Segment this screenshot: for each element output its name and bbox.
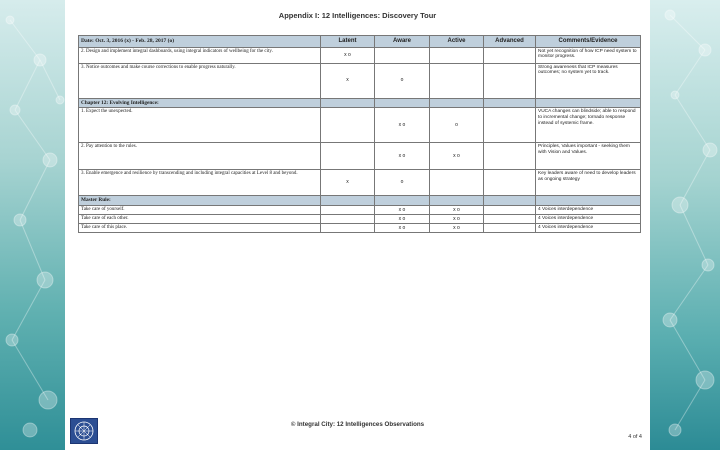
row-item: 1. Expect the unexpected. — [79, 108, 321, 143]
table-row — [79, 47, 641, 63]
section-row — [79, 98, 641, 108]
row-active: x o — [430, 224, 484, 233]
row-active: x o — [430, 205, 484, 214]
page-number: 4 of 4 — [628, 434, 642, 440]
row-item: Take care of each other. — [79, 214, 321, 223]
table-row — [79, 108, 641, 143]
row-latent — [321, 224, 375, 233]
footer-text: © Integral City: 12 Intelligences Observations — [290, 421, 425, 428]
row-comment: 4 Voices interdependence — [536, 205, 641, 214]
section-title: Chapter 12: Evolving Intelligence: — [79, 98, 321, 108]
row-latent — [321, 214, 375, 223]
row-aware: o — [375, 170, 430, 196]
row-latent — [321, 108, 375, 143]
row-comment: Not yet recognition of how ICP need system to monitor progress. — [536, 47, 641, 63]
row-active: x o — [430, 214, 484, 223]
row-advanced — [484, 170, 536, 196]
row-advanced — [484, 214, 536, 223]
table-row — [79, 63, 641, 98]
row-latent — [321, 205, 375, 214]
row-item: 3. Notice outcomes and make course corrections to enable progress naturally. — [79, 63, 321, 98]
table-row — [79, 224, 641, 233]
table-row — [79, 170, 641, 196]
row-active: x o — [430, 143, 484, 170]
row-item: Take care of yourself. — [79, 205, 321, 214]
header-advanced: Advanced — [484, 36, 536, 48]
header-active: Active — [430, 36, 484, 48]
row-item: 2. Design and implement integral dashboards, using integral indicators of wellbeing for the city. — [79, 47, 321, 63]
row-advanced — [484, 205, 536, 214]
row-aware: x o — [375, 224, 430, 233]
row-item: 3. Enable emergence and resilience by transcending and including integral capacities at Level 8 and beyond. — [79, 170, 321, 196]
row-comment: Key leaders aware of need to develop leaders as ongoing strategy — [536, 170, 641, 196]
row-advanced — [484, 143, 536, 170]
table-row — [79, 143, 641, 170]
row-comment: Strong awareness that ICP measures outcomes; no system yet to track. — [536, 63, 641, 98]
left-decorative-panel — [0, 0, 65, 450]
row-active — [430, 47, 484, 63]
row-aware: x o — [375, 108, 430, 143]
row-aware: x o — [375, 214, 430, 223]
row-advanced — [484, 224, 536, 233]
row-advanced — [484, 63, 536, 98]
row-comment: Principles, Values important - seeking them with Vision and Values. — [536, 143, 641, 170]
row-comment: 4 Voices interdependence — [536, 224, 641, 233]
table-row — [79, 205, 641, 214]
header-comments: Comments/Evidence — [536, 36, 641, 48]
row-advanced — [484, 108, 536, 143]
table-row — [79, 214, 641, 223]
page-title: Appendix I: 12 Intelligences: Discovery Tour — [278, 11, 437, 20]
header-aware: Aware — [375, 36, 430, 48]
row-item: Take care of this place. — [79, 224, 321, 233]
header-date: Date: Oct. 3, 2016 (x) - Feb. 28, 2017 (o) — [79, 36, 321, 48]
row-aware: x o — [375, 143, 430, 170]
right-decorative-panel — [650, 0, 720, 450]
row-latent: x — [321, 63, 375, 98]
row-active — [430, 170, 484, 196]
row-advanced — [484, 47, 536, 63]
section-title: Master Rule: — [79, 196, 321, 206]
row-latent: x o — [321, 47, 375, 63]
network-pattern-right — [650, 0, 720, 450]
row-aware: x o — [375, 205, 430, 214]
row-latent: x — [321, 170, 375, 196]
network-pattern-left — [0, 0, 65, 450]
section-row — [79, 196, 641, 206]
discovery-table — [78, 35, 641, 233]
row-aware: o — [375, 63, 430, 98]
row-comment: VUCA changes can blindside; able to respond to incremental change; tornado response instead of systemic frame. — [536, 108, 641, 143]
row-item: 2. Pay attention to the rules. — [79, 143, 321, 170]
row-active — [430, 63, 484, 98]
header-latent: Latent — [321, 36, 375, 48]
row-aware — [375, 47, 430, 63]
row-active: o — [430, 108, 484, 143]
row-latent — [321, 143, 375, 170]
table-header-row — [79, 36, 641, 48]
document-page — [65, 0, 650, 450]
row-comment: 4 Voices interdependence — [536, 214, 641, 223]
